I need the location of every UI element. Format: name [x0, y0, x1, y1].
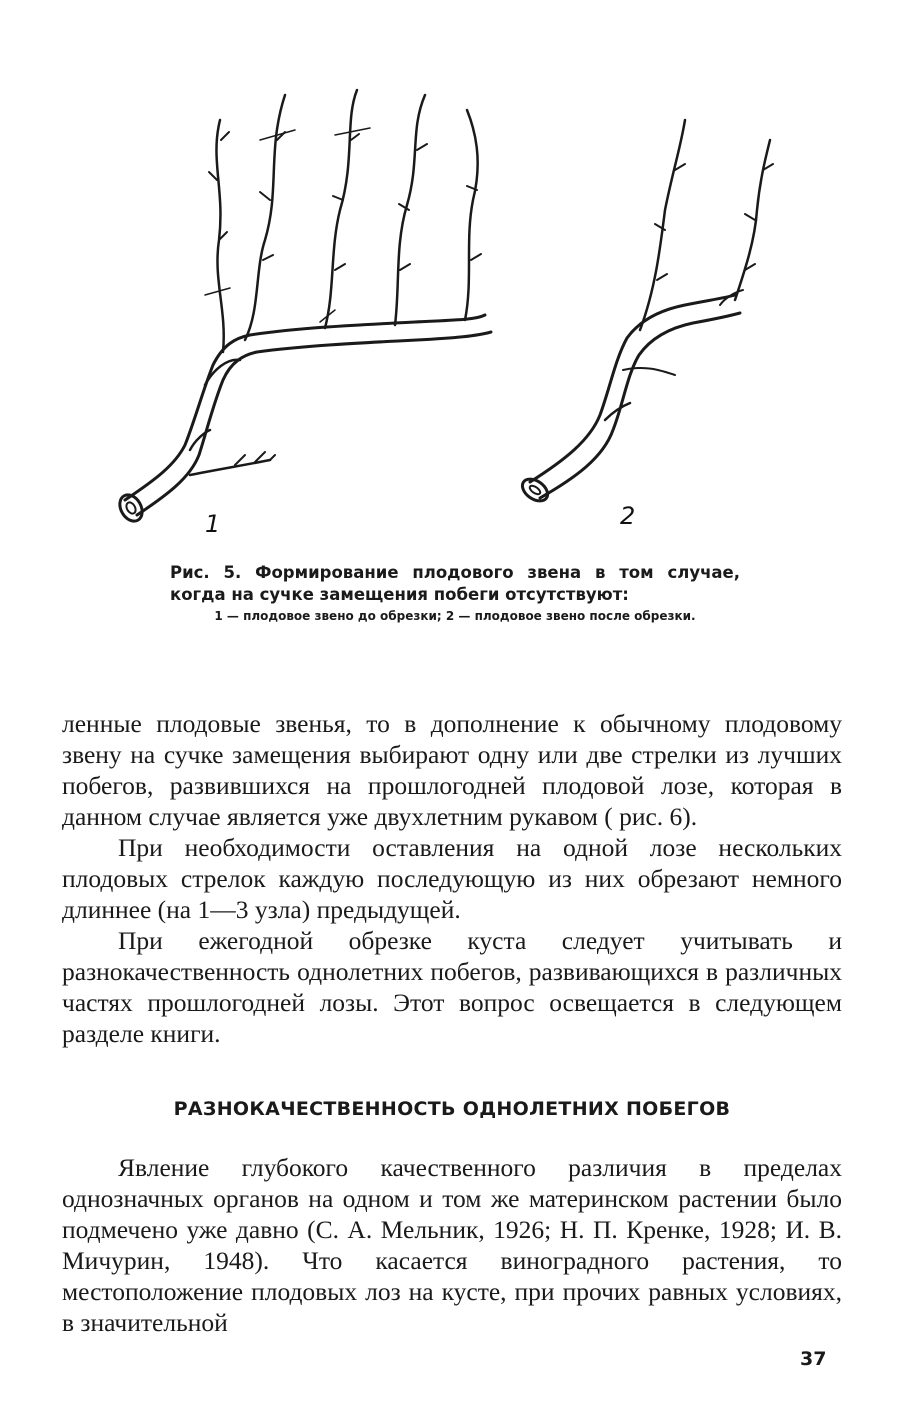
section-text — [62, 1152, 842, 1338]
section-heading: РАЗНОКАЧЕСТВЕННОСТЬ ОДНОЛЕТНИХ ПОБЕГОВ — [173, 1098, 731, 1120]
figure-vine-pruning — [95, 70, 795, 540]
paragraph-1: ленные плодовые звенья, то в дополнение к обычному плодовому звену на сучке замещения выбирают одну или две стрелки из лучших побегов, развившихся на прошлогодней плодовой лозе, которая в данном случае является уже двухлетним рукавом ( рис. 6). — [62, 709, 842, 831]
vine-illustration — [95, 70, 795, 540]
caption-legend: 1 — плодовое звено до обрезки; 2 — плодовое звено после обрезки. — [214, 609, 696, 623]
page-number: 37 — [800, 1348, 827, 1370]
figure-label-2: 2 — [620, 502, 636, 530]
figure-label-1: 1 — [205, 510, 221, 538]
figure-caption — [170, 562, 740, 625]
section-paragraph-1: Явление глубокого качественного различия в пределах однозначных органов на одном и том же материнском растении было подмечено уже давно (С. А. Мельник, 1926; Н. П. Кренке, 1928; И. В. Мичурин, 1948). Что касается виноградного растения, то местоположение плодовых лоз на кусте, при прочих равных условиях, в значительной — [62, 1153, 842, 1337]
caption-title: Рис. 5. Формирование плодового звена в том случае, когда на сучке замещения побеги отсутствуют: — [170, 563, 740, 604]
body-text — [62, 708, 842, 1049]
paragraph-3: При ежегодной обрезке куста следует учитывать и разнокачественность однолетних побегов, развивающихся в различных частях прошлогодней лозы. Этот вопрос освещается в следующем разделе книги. — [62, 926, 842, 1048]
paragraph-2: При необходимости оставления на одной лозе нескольких плодовых стрелок каждую последующую из них обрезают немного длиннее (на 1—3 узла) предыдущей. — [62, 833, 842, 924]
